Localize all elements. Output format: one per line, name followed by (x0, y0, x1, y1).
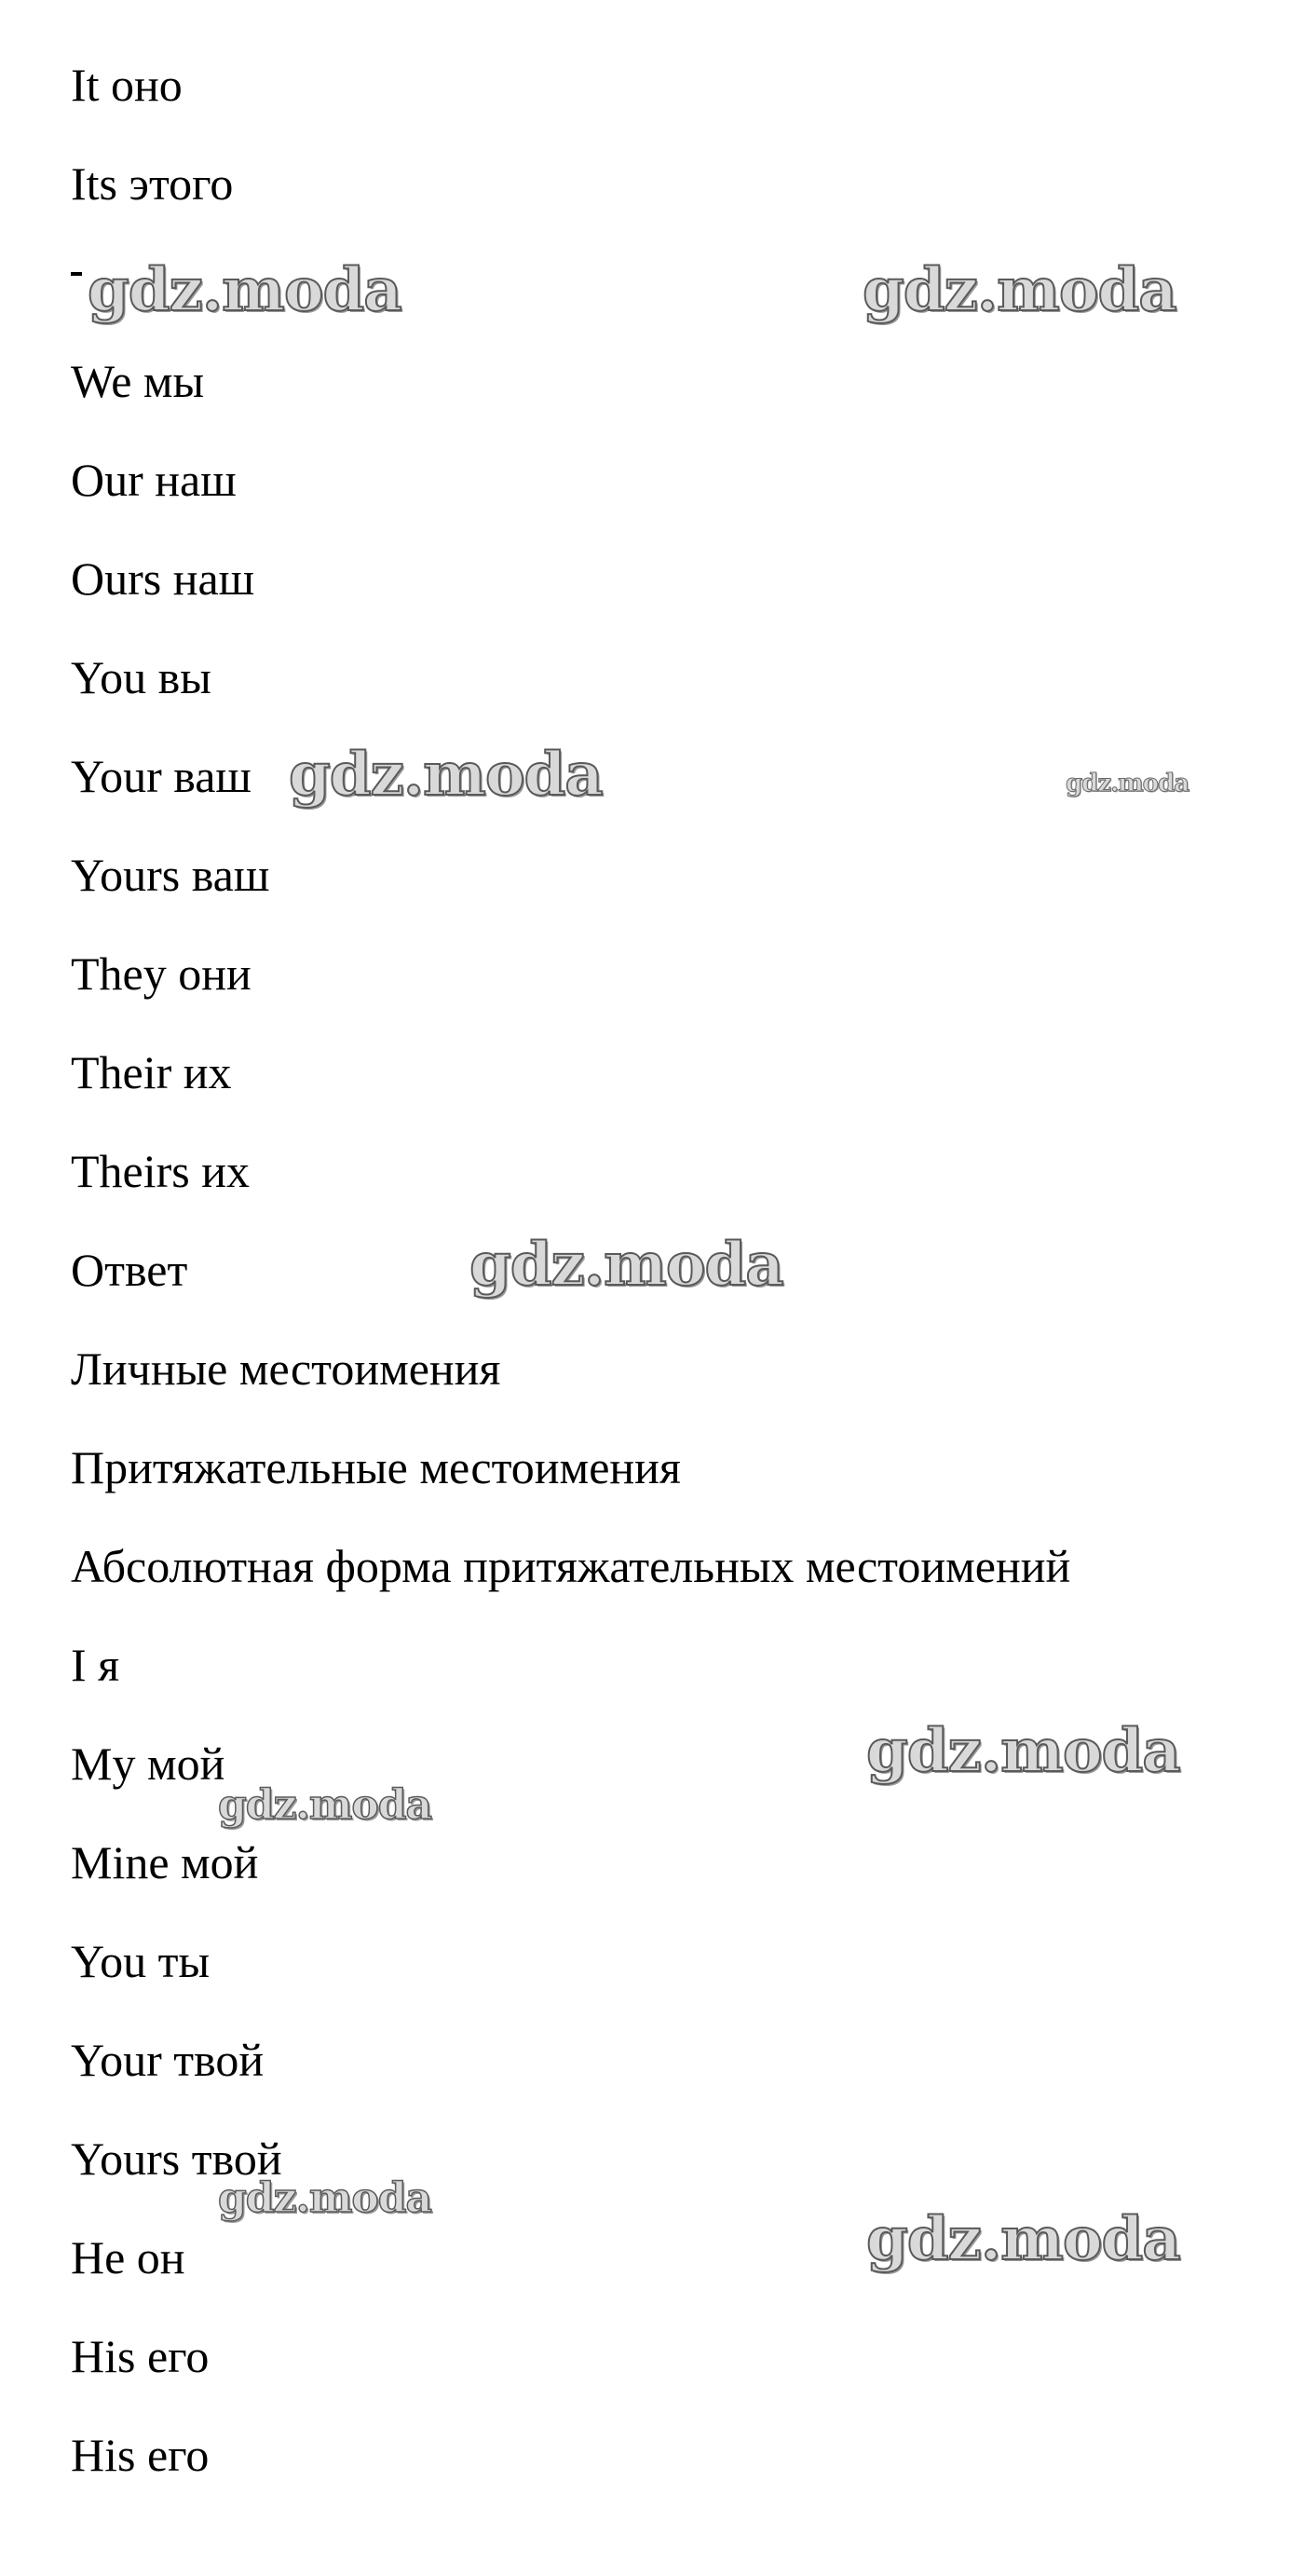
watermark: gdz.moda (218, 2174, 432, 2222)
text-line: Its этого (71, 157, 234, 210)
text-line: Their их (71, 1046, 232, 1098)
text-line: We мы (71, 355, 205, 407)
text-line: Ответ (71, 1244, 188, 1296)
text-line: You ты (71, 1935, 211, 1987)
text-line: They они (71, 947, 251, 1000)
text-line: Ours наш (71, 552, 255, 605)
text-line: I я (71, 1639, 120, 1691)
watermark: gdz.moda (1066, 770, 1189, 797)
watermark: gdz.moda (289, 740, 603, 810)
watermark: gdz.moda (866, 2204, 1180, 2274)
text-line: Mine мой (71, 1836, 259, 1888)
text-line: His его (71, 2330, 210, 2382)
text-line: My мой (71, 1738, 225, 1790)
text-line: Our наш (71, 454, 237, 506)
text-line: You вы (71, 651, 211, 703)
text-line: His его (71, 2429, 210, 2481)
watermark: gdz.moda (866, 1716, 1180, 1786)
dash-mark (71, 272, 82, 276)
watermark: gdz.moda (88, 255, 401, 325)
text-line: He он (71, 2231, 185, 2283)
watermark: gdz.moda (863, 255, 1176, 325)
text-line: Your ваш (71, 750, 251, 802)
text-line: Абсолютная форма притяжательных местоимений (71, 1540, 1071, 1592)
text-line: Theirs их (71, 1145, 250, 1197)
watermark: gdz.moda (218, 1781, 432, 1829)
text-line: It оно (71, 59, 183, 111)
text-line: Yours твой (71, 2133, 282, 2185)
text-line: Your твой (71, 2034, 265, 2086)
text-line: Притяжательные местоимения (71, 1441, 681, 1493)
watermark: gdz.moda (469, 1230, 783, 1300)
text-line: Yours ваш (71, 849, 270, 901)
text-line: Личные местоимения (71, 1343, 501, 1395)
